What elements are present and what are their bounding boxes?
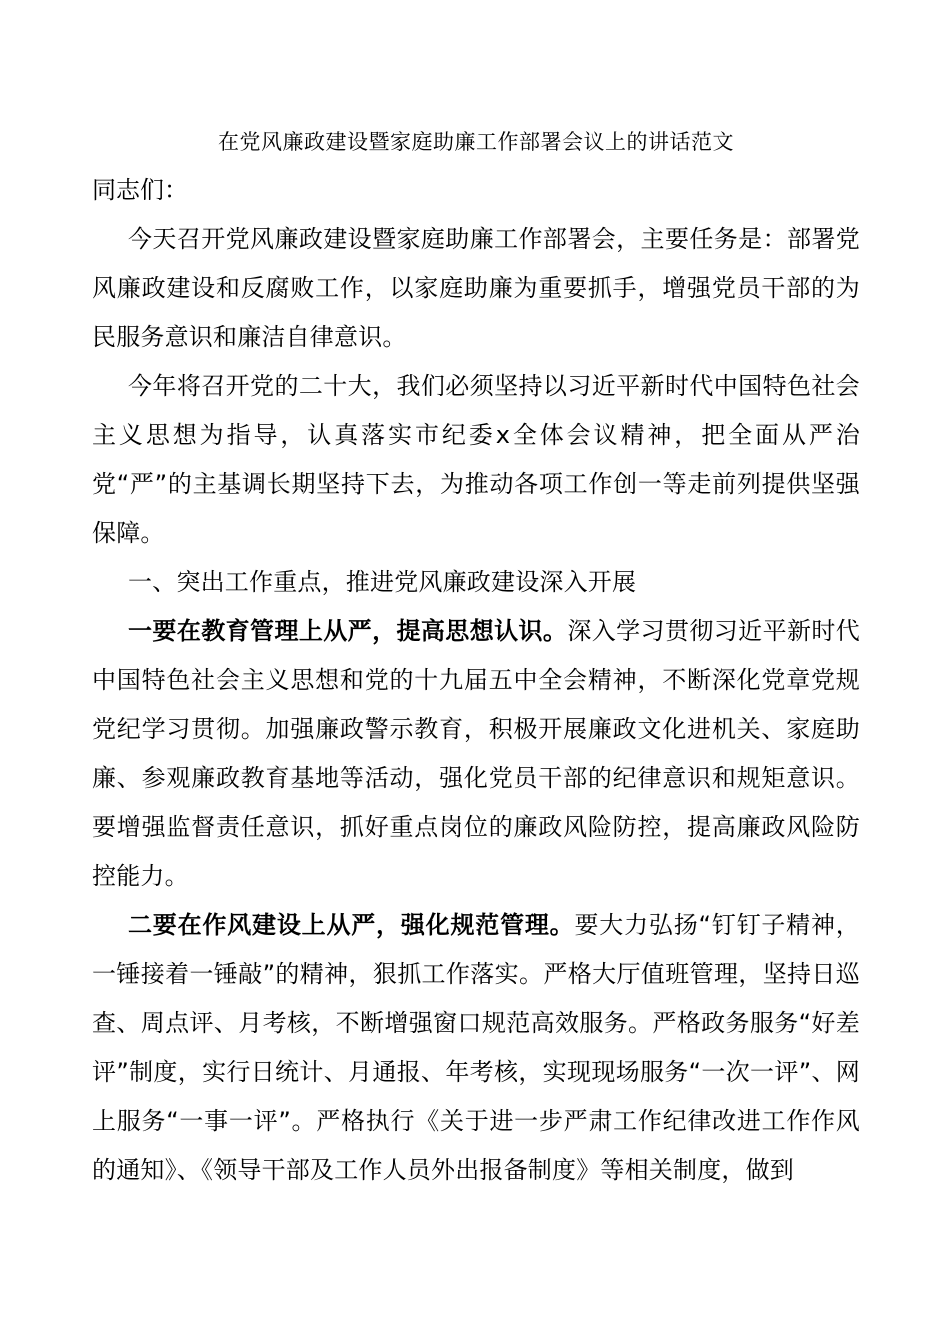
- section-heading-one: [92, 558, 860, 607]
- salutation: 同志们：: [92, 176, 188, 204]
- document-page: [92, 118, 860, 1195]
- paragraph-education: [92, 607, 860, 901]
- paragraph-text: 深入学习贯彻习近平新时代中国特色社会主义思想和党的十九届五中全会精神，不断深化党章党规党纪学习贯彻。加强廉政警示教育，积极开展廉政文化进机关、家庭助廉、参观廉政教育基地等活动，强化党员干部的纪律意识和规矩意识。要增强监督责任意识，抓好重点岗位的廉政风险防控，提高廉政风险防控能力。: [92, 617, 860, 890]
- paragraph-background: [92, 362, 860, 558]
- paragraph-lead: 一要在教育管理上从严，提高思想认识。: [128, 617, 568, 645]
- paragraph-text: 今天召开党风廉政建设暨家庭助廉工作部署会，主要任务是：部署党风廉政建设和反腐败工作，以家庭助廉为重要抓手，增强党员干部的为民服务意识和廉洁自律意识。: [92, 225, 860, 351]
- paragraph-lead: 二要在作风建设上从严，强化规范管理。: [128, 911, 575, 939]
- document-title: 在党风廉政建设暨家庭助廉工作部署会议上的讲话范文: [218, 130, 734, 154]
- section-heading-text: 一、突出工作重点，推进党风廉政建设深入开展: [128, 568, 637, 596]
- paragraph-text: 今年将召开党的二十大，我们必须坚持以习近平新时代中国特色社会主义思想为指导，认真落实市纪委x全体会议精神，把全面从严治党“严”的主基调长期坚持下去，为推动各项工作创一等走前列提供坚强保障。: [92, 372, 860, 547]
- paragraph-opening: [92, 215, 860, 362]
- paragraph-style: [92, 901, 860, 1195]
- paragraph-text: 要大力弘扬“钉钉子精神，一锤接着一锤敲”的精神，狠抓工作落实。严格大厅值班管理，坚持日巡查、周点评、月考核，不断增强窗口规范高效服务。严格政务服务“好差评”制度，实行日统计、月通报、年考核，实现现场服务“一次一评”、网上服务“一事一评”。严格执行《关于进一步严肃工作纪律改进工作作风的通知》、《领导干部及工作人员外出报备制度》等相关制度，做到: [92, 911, 860, 1184]
